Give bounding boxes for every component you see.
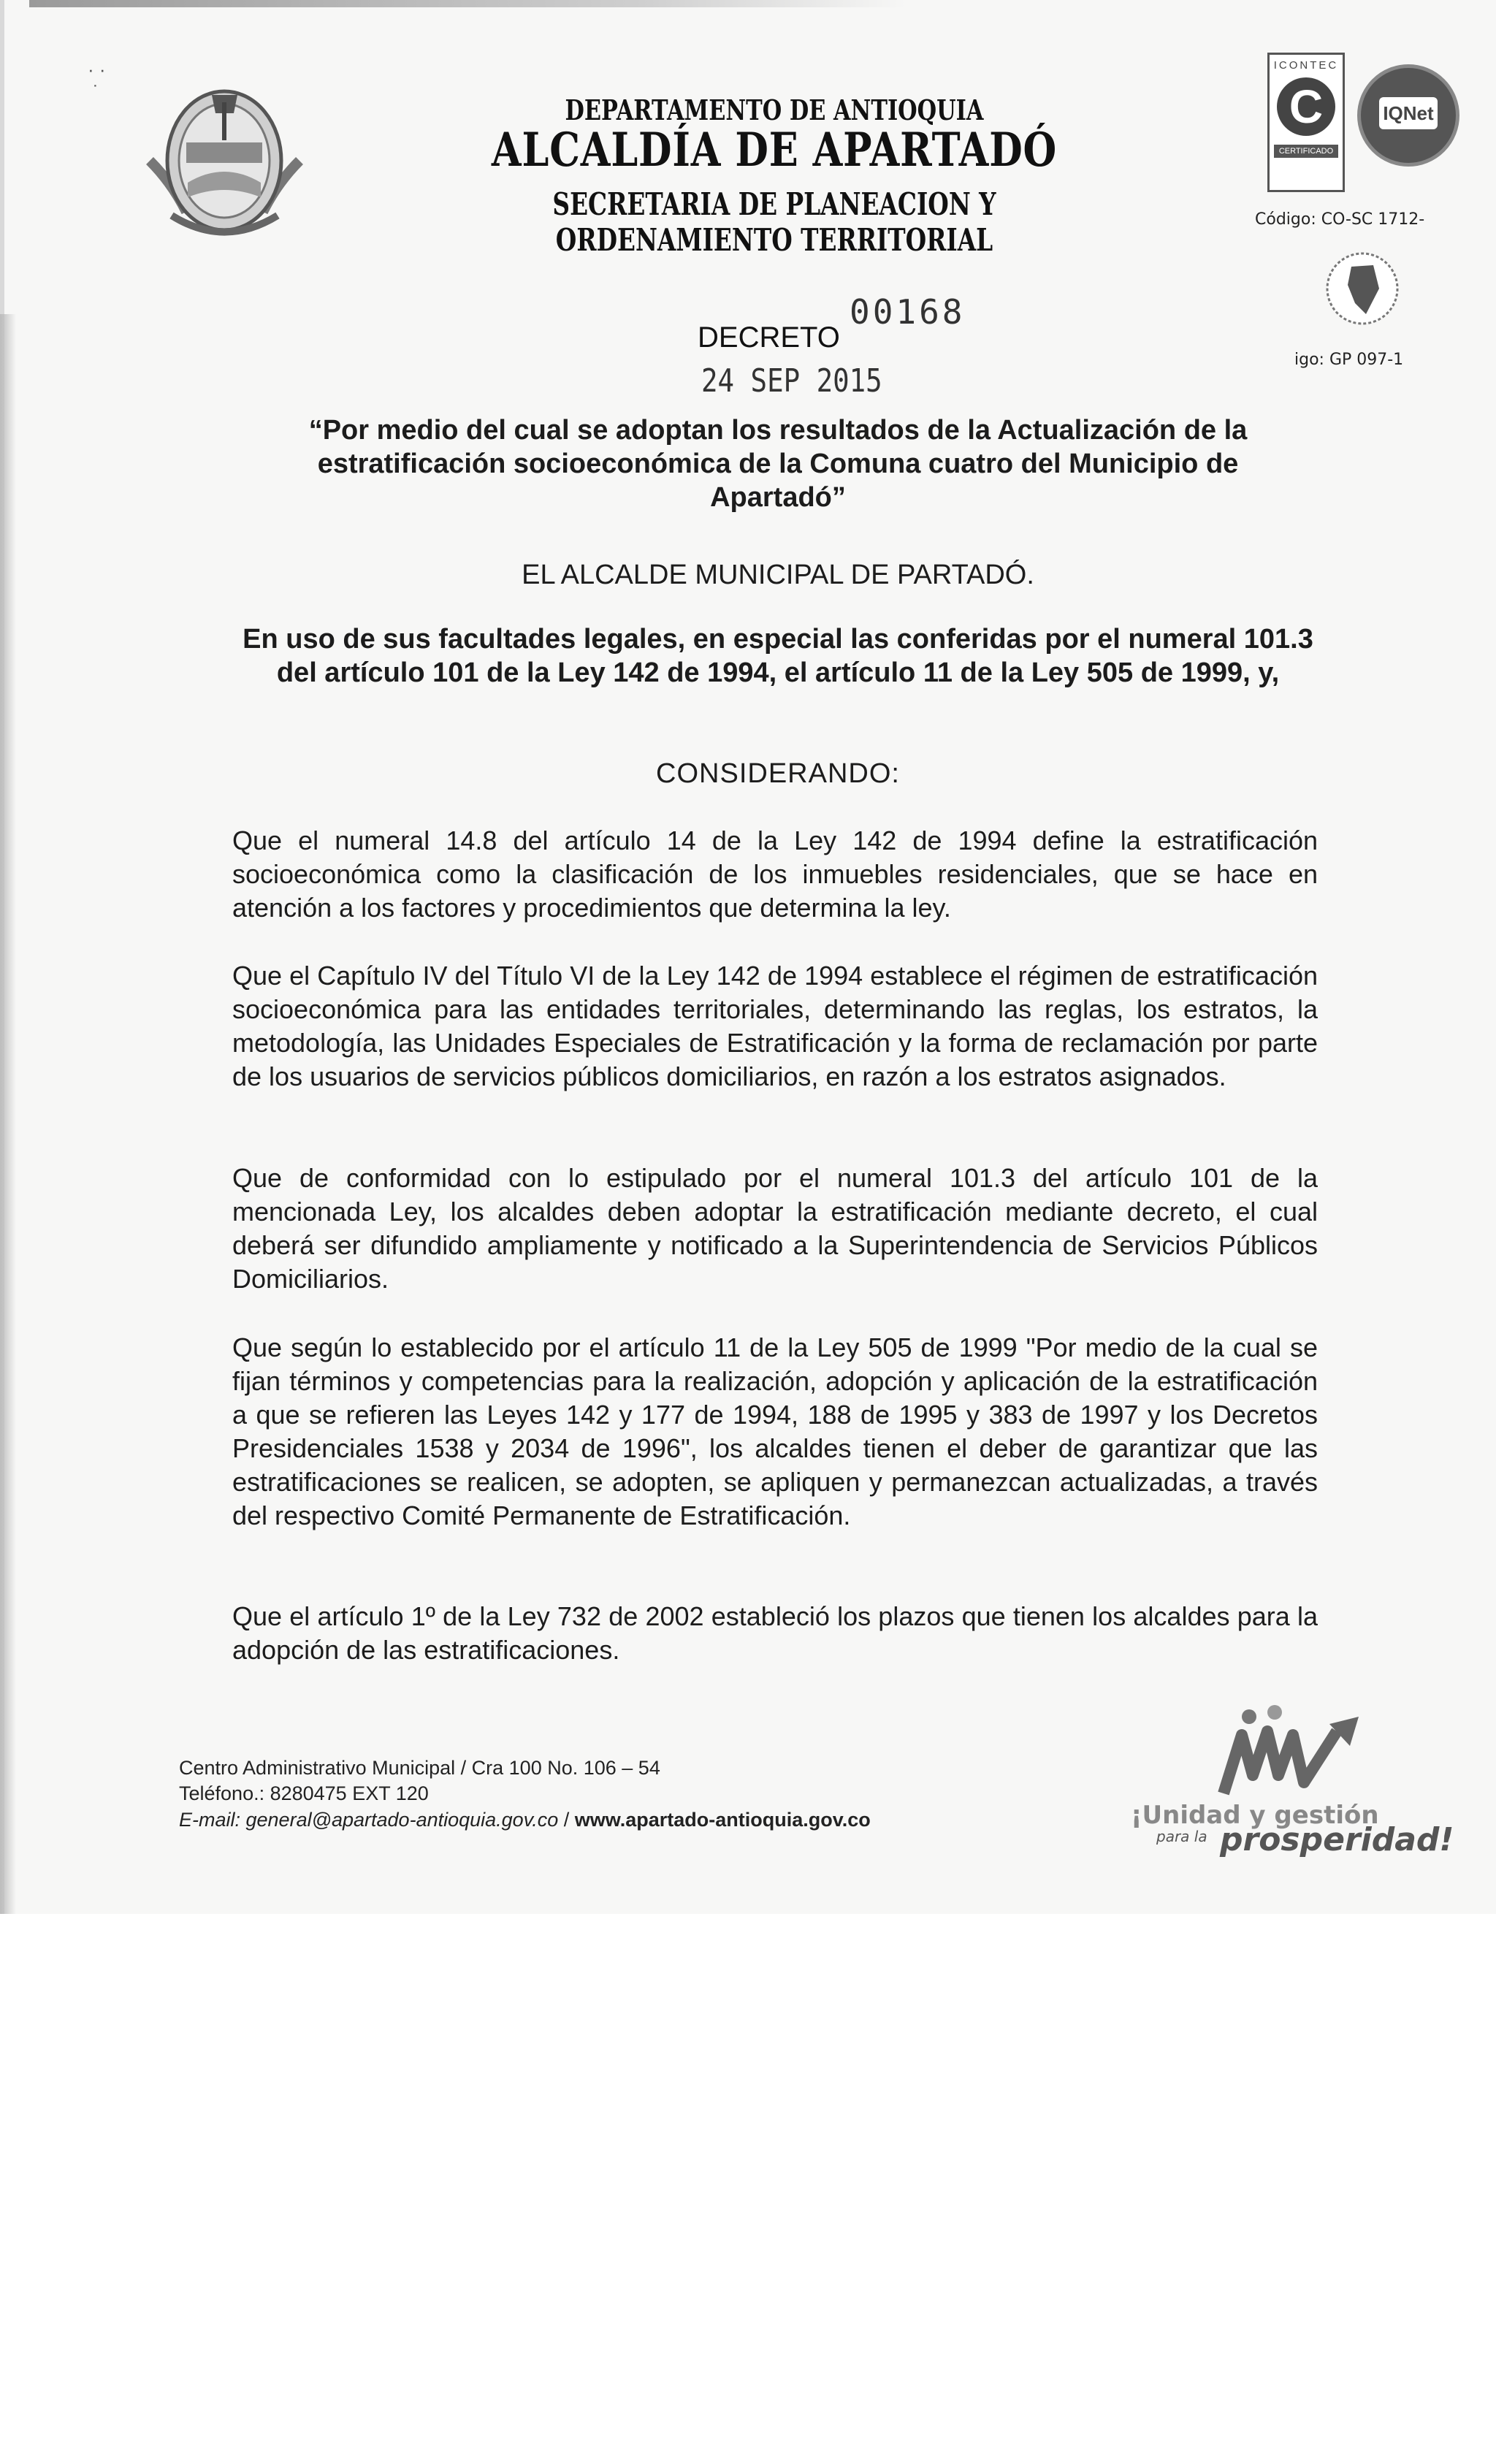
decree-title: “Por medio del cual se adoptan los resultados de la Actualización de la estratificación socioeconómica de la Comuna cuatro del Municipio de Apartadó” [308, 415, 1248, 513]
scan-edge-left [0, 314, 16, 1914]
considerando-paragraph: Que según lo establecido por el artículo 11 de la Ley 505 de 1999 "Por medio de la cual se fijan términos y competencias para la realización, adopción y aplicación de la estratificación a que se refieren las Leyes 142 y 177 de 1994, 188 de 1995 y 383 de 1997 y los Decretos Presidenciales 1538 y 2034 de 1996", los alcaldes tienen el deber de garantizar que las estratificaciones se realicen, se adopten, se apliquen y permanezcan actualizadas, a través del respectivo Comité Permanente de Estratificación. [232, 1332, 1318, 1530]
slogan-line-1: ¡Unidad y gestión [1131, 1801, 1379, 1830]
decree-label: DECRETO [698, 321, 840, 354]
considerando-paragraph: Que de conformidad con lo estipulado por el numeral 101.3 del artículo 101 de la mencionada Ley, los alcaldes deben adoptar la estratificación mediante decreto, el cual deberá ser difundido ampliamente y notificado a la Superintendencia de Servicios Públicos Domiciliarios. [232, 1163, 1318, 1294]
scan-specks: · · ˙ [88, 58, 106, 103]
certification-code-1: Código: CO-SC 1712- [1255, 210, 1425, 229]
icontec-letter: C [1277, 77, 1335, 136]
decree-number: 00168 [850, 292, 966, 332]
decree-date: 24 SEP 2015 [701, 362, 882, 400]
municipal-shield-icon [142, 73, 307, 241]
icontec-certification-logo [1267, 53, 1345, 192]
considerando-paragraph: Que el numeral 14.8 del artículo 14 de la Ley 142 de 1994 define la estratificación socioeconómica como la clasificación de los inmuebles residenciales, que se hace en atención a los factores y procedimientos que determina la ley. [232, 825, 1318, 923]
icontec-label: ICONTEC [1273, 59, 1339, 72]
iqnet-label: IQNet [1379, 97, 1438, 129]
department-heading: DEPARTAMENTO DE ANTIOQUIA [565, 94, 984, 126]
legal-powers: En uso de sus facultades legales, en especial las conferidas por el numeral 101.3 del artículo 101 de la Ley 142 de 1994, el artículo 11 de la Ley 505 de 1999, y, [243, 624, 1313, 688]
scan-edge-top [29, 0, 906, 7]
certification-code-2: igo: GP 097-1 [1294, 351, 1404, 369]
footer-email: E-mail: general@apartado-antioquia.gov.co [179, 1809, 559, 1831]
footer-contact [179, 1809, 871, 1831]
footer-website-link[interactable]: www.apartado-antioquia.gov.co [574, 1809, 871, 1831]
colombia-seal-icon [1322, 245, 1402, 340]
considerando-heading: CONSIDERANDO: [656, 758, 900, 789]
footer-separator: / [558, 1809, 575, 1831]
slogan-line-2: para la [1156, 1828, 1207, 1845]
alcaldia-heading: ALCALDÍA DE APARTADÓ [491, 123, 1058, 178]
icontec-cert-label: CERTIFICADO [1274, 145, 1338, 158]
slogan-line-3: prosperidad! [1220, 1821, 1454, 1858]
footer-phone: Teléfono.: 8280475 EXT 120 [179, 1782, 429, 1804]
issuer-heading: EL ALCALDE MUNICIPAL DE PARTADÓ. [522, 560, 1034, 590]
secretaria-heading: SECRETARIA DE PLANEACION Y ORDENAMIENTO TERRITORIAL [552, 186, 996, 258]
iqnet-certification-logo [1357, 64, 1459, 167]
considerando-paragraph: Que el Capítulo IV del Título VI de la Ley 142 de 1994 establece el régimen de estratificación socioeconómica para las entidades territoriales, determinando las reglas, los estratos, la metodología, las Unidades Especiales de Estratificación y la forma de reclamación por parte de los usuarios de servicios públicos domiciliarios, en razón a los estratos asignados. [232, 961, 1318, 1091]
considerando-paragraph: Que el artículo 1º de la Ley 732 de 2002 estableció los plazos que tienen los alcaldes para la adopción de las estratificaciones. [232, 1601, 1318, 1665]
footer-address: Centro Administrativo Municipal / Cra 100 No. 106 – 54 [179, 1757, 660, 1779]
